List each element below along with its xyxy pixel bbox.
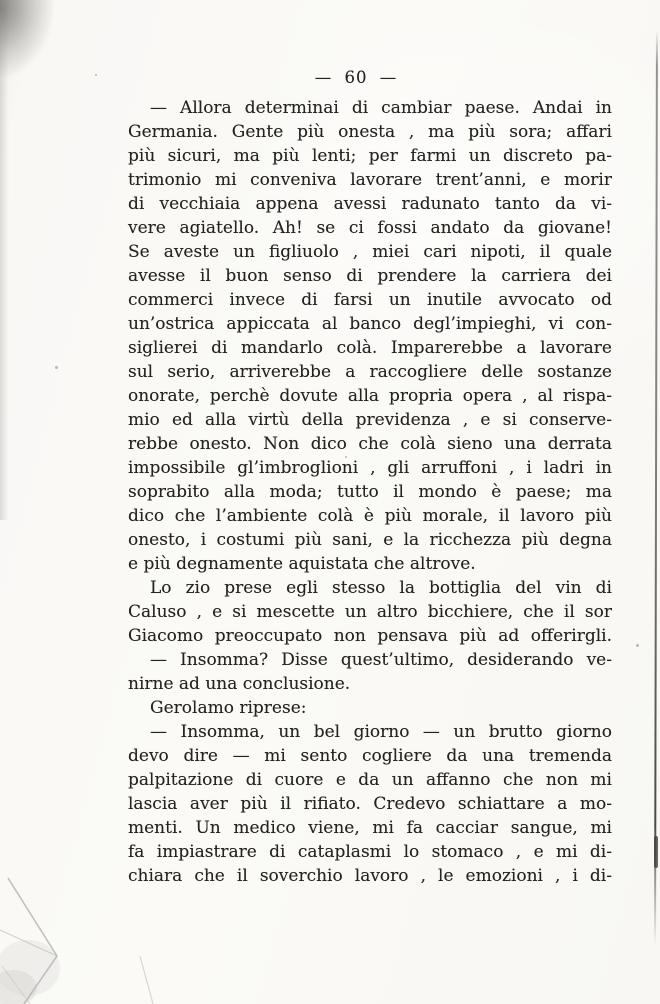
ink-speck <box>55 366 58 369</box>
text-line: Giacomo preoccupato non pensava più ad offerirgli. <box>128 626 612 646</box>
text-line: palpitazione di cuore e da un affanno che non mi <box>128 770 612 790</box>
text-line: Germania. Gente più onesta , ma più sora; affari <box>128 122 612 142</box>
page-number-header <box>114 66 598 90</box>
text-line: di vecchiaia appena avessi radunato tanto da vi- <box>128 194 612 214</box>
text-block <box>128 96 612 888</box>
text-line: un’ostrica appiccata al banco degl’impieghi, vi con- <box>128 314 612 334</box>
text-line: commerci invece di farsi un inutile avvocato od <box>128 290 612 310</box>
text-line: fa impiastrare di cataplasmi lo stomaco , e mi di- <box>128 842 612 862</box>
text-line: — Allora determinai di cambiar paese. Andai in <box>150 98 612 118</box>
scan-page-edge-blob <box>654 836 658 868</box>
text-line: onesto, i costumi più sani, e la ricchezza più degna <box>128 530 612 550</box>
header-dash-right: — <box>379 68 398 87</box>
text-line: chiara che il soverchio lavoro , le emozioni , i di- <box>128 866 612 886</box>
pencil-fold-mark-sketch <box>0 870 170 1004</box>
text-line: soprabito alla moda; tutto il mondo è paese; ma <box>128 482 612 502</box>
text-line: Lo zio prese egli stesso la bottiglia del vin di <box>150 578 612 598</box>
text-line: devo dire — mi sento cogliere da una tremenda <box>128 746 612 766</box>
text-line: rebbe onesto. Non dico che colà sieno una derrata <box>128 434 612 454</box>
text-line: e più degnamente aquistata che altrove. <box>128 554 476 574</box>
ink-speck <box>95 74 97 76</box>
text-line: Caluso , e si mescette un altro bicchiere, che il sor <box>128 602 612 622</box>
text-line: trimonio mi conveniva lavorare trent’anni, e morir <box>128 170 612 190</box>
page-number: 60 <box>344 68 368 87</box>
scan-page-edge-line <box>654 30 658 945</box>
text-line: vere agiatello. Ah! se ci fossi andato da giovane! <box>128 218 612 238</box>
text-line: Se aveste un figliuolo , miei cari nipoti, il quale <box>128 242 612 262</box>
text-line: mio ed alla virtù della previdenza , e si conserve- <box>128 410 612 430</box>
text-line: più sicuri, ma più lenti; per farmi un discreto pa- <box>128 146 612 166</box>
header-dash-left: — <box>314 68 333 87</box>
text-line: avesse il buon senso di prendere la carriera dei <box>128 266 612 286</box>
text-line: impossibile gl’imbroglioni , gli arruffoni , i ladri in <box>128 458 612 478</box>
ink-speck <box>636 644 639 647</box>
text-line: nirne ad una conclusione. <box>128 674 351 694</box>
text-line: Gerolamo riprese: <box>150 698 307 718</box>
text-line: dico che l’ambiente colà è più morale, il lavoro più <box>128 506 612 526</box>
text-line: sul serio, arriverebbe a raccogliere delle sostanze <box>128 362 612 382</box>
text-line: — Insomma, un bel giorno — un brutto giorno <box>150 722 612 742</box>
text-line: — Insomma? Disse quest’ultimo, desiderando ve- <box>150 650 612 670</box>
scan-left-edge-shade <box>0 0 9 520</box>
text-line: menti. Un medico viene, mi fa cacciar sangue, mi <box>128 818 612 838</box>
text-line: onorate, perchè dovute alla propria opera , al rispa- <box>128 386 612 406</box>
text-line: lascia aver più il rifiato. Credevo schiattare a mo- <box>128 794 612 814</box>
text-line: siglierei di mandarlo colà. Imparerebbe a lavorare <box>128 338 612 358</box>
